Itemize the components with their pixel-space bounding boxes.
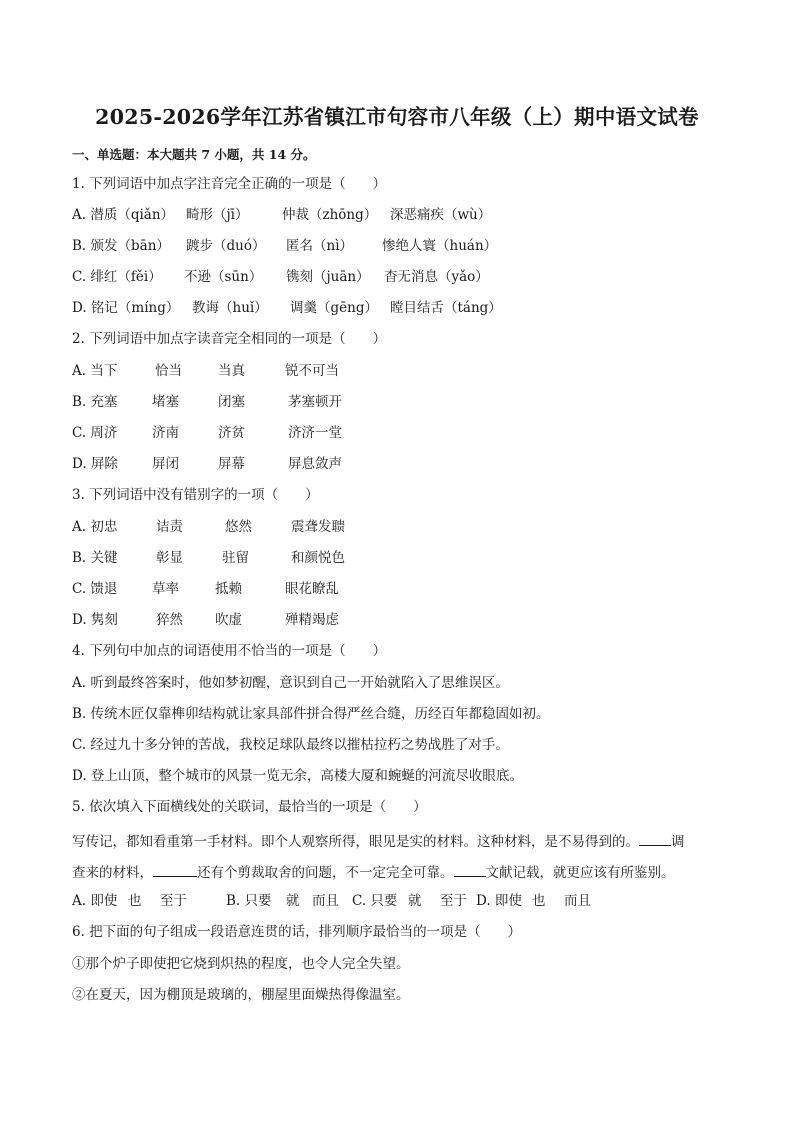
option-word: 就 (408, 893, 422, 909)
blank-line (454, 864, 486, 877)
q4-option-d: D. 登上山顶，整个城市的风景一览无余，高楼大厦和蜿蜒的河流尽收眼底。 (72, 768, 523, 784)
blank-line (153, 864, 197, 877)
option-word: 猝然 (156, 612, 183, 628)
q6-stem: 6. 把下面的句子组成一段语意连贯的话，排列顺序最恰当的一项是（ ） (72, 924, 522, 940)
q4-option-b: B. 传统木匠仅靠榫卯结构就让家具部件拼合得严丝合缝，历经百年都稳固如初。 (72, 706, 550, 722)
option-word: 畸形（jī） (186, 207, 249, 223)
option-word: 济贫 (218, 425, 245, 441)
option-word: 镌刻（juān） (286, 269, 370, 285)
q4-option-c: C. 经过九十多分钟的苦战，我校足球队最终以摧枯拉朽之势战胜了对手。 (72, 737, 509, 753)
passage-text: 还有个剪裁取舍的问题，不一定完全可靠。 (197, 865, 454, 881)
option-word: A. 当下 (72, 363, 118, 379)
option-word: C. 只要 (352, 893, 398, 909)
option-word: 吹虚 (215, 612, 242, 628)
option-word: 屏息敛声 (288, 456, 342, 472)
option-word: 堵塞 (152, 394, 179, 410)
option-word: 仲裁（zhōng） (282, 207, 378, 223)
option-word: 锐不可当 (285, 363, 339, 379)
option-word: 瞠目结舌（táng） (390, 300, 502, 316)
q1-stem: 1. 下列词语中加点字注音完全正确的一项是（ ） (72, 176, 387, 192)
option-word: 闭塞 (218, 394, 245, 410)
option-word: 惨绝人寰（huán） (382, 238, 498, 254)
blank-line (639, 833, 671, 846)
q4-stem: 4. 下列句中加点的词语使用不恰当的一项是（ ） (72, 643, 387, 659)
option-word: C. 绯红（fěi） (72, 269, 162, 285)
option-word: 殚精竭虑 (285, 612, 339, 628)
option-word: 彰显 (156, 550, 183, 566)
option-word: 而且 (564, 893, 591, 909)
option-word: 不逊（sūn） (184, 269, 263, 285)
option-word: 震聋发聩 (291, 519, 345, 535)
option-word: 诘责 (156, 519, 183, 535)
option-word: C. 周济 (72, 425, 118, 441)
option-word: B. 充塞 (72, 394, 118, 410)
passage-text: 写传记，都知看重第一手材料。即个人观察所得，眼见是实的材料。这种材料，是不易得到的。 (72, 834, 639, 850)
passage-text: 查来的材料， (72, 865, 153, 881)
option-word: 驻留 (222, 550, 249, 566)
option-word: 调羹（gēng） (290, 300, 378, 316)
option-word: 深恶痛疾（wù） (390, 207, 492, 223)
option-word: 也 (128, 893, 142, 909)
option-word: 和颜悦色 (291, 550, 345, 566)
option-word: 匿名（nì） (286, 238, 354, 254)
option-word: 而且 (312, 893, 339, 909)
option-word: 杳无消息（yǎo） (384, 269, 489, 285)
option-word: D. 隽刻 (72, 612, 118, 628)
option-word: 眼花瞭乱 (285, 581, 339, 597)
q5-passage-line-1 (72, 833, 685, 850)
passage-text: 调 (671, 834, 685, 850)
q6-sentence-2: ②在夏天，因为棚顶是玻璃的，棚屋里面燥热得像温室。 (72, 987, 410, 1003)
option-word: D. 即使 (476, 893, 522, 909)
option-word: D. 屏除 (72, 456, 118, 472)
option-word: B. 只要 (226, 893, 272, 909)
exam-title: 2025-2026学年江苏省镇江市句容市八年级（上）期中语文试卷 (95, 105, 699, 129)
option-word: A. 初忠 (72, 519, 118, 535)
q6-sentence-1: ①那个炉子即使把它烧到炽热的程度，也令人完全失望。 (72, 956, 410, 972)
option-word: 抵赖 (215, 581, 242, 597)
option-word: 悠然 (225, 519, 252, 535)
option-word: 草率 (152, 581, 179, 597)
option-word: 济南 (152, 425, 179, 441)
option-word: 屏幕 (218, 456, 245, 472)
q2-stem: 2. 下列词语中加点字读音完全相同的一项是（ ） (72, 331, 387, 347)
option-word: 教诲（huǐ） (192, 300, 268, 316)
option-word: 屏闭 (152, 456, 179, 472)
option-word: A. 即使 (72, 893, 118, 909)
q3-stem: 3. 下列词语中没有错别字的一项（ ） (72, 487, 319, 503)
section-header: 一、单选题：本大题共 7 小题，共 14 分。 (72, 147, 316, 162)
option-word: C. 馈退 (72, 581, 118, 597)
option-word: 当真 (218, 363, 245, 379)
option-word: D. 铭记（míng） (72, 300, 180, 316)
option-word: B. 颁发（bān） (72, 238, 170, 254)
option-word: A. 潜质（qiǎn） (72, 207, 175, 223)
passage-text: 文献记载，就更应该有所鉴别。 (485, 865, 675, 881)
option-word: 恰当 (155, 363, 182, 379)
option-word: 济济一堂 (288, 425, 342, 441)
option-word: B. 关键 (72, 550, 118, 566)
q5-stem: 5. 依次填入下面横线处的关联词，最恰当的一项是（ ） (72, 799, 427, 815)
option-word: 至于 (440, 893, 467, 909)
option-word: 也 (532, 893, 546, 909)
option-word: 至于 (160, 893, 187, 909)
option-word: 茅塞顿开 (288, 394, 342, 410)
option-word: 就 (286, 893, 300, 909)
q5-passage-line-2 (72, 864, 675, 881)
option-word: 踱步（duó） (186, 238, 266, 254)
q4-option-a: A. 听到最终答案时，他如梦初醒，意识到自己一开始就陷入了思维误区。 (72, 675, 509, 691)
